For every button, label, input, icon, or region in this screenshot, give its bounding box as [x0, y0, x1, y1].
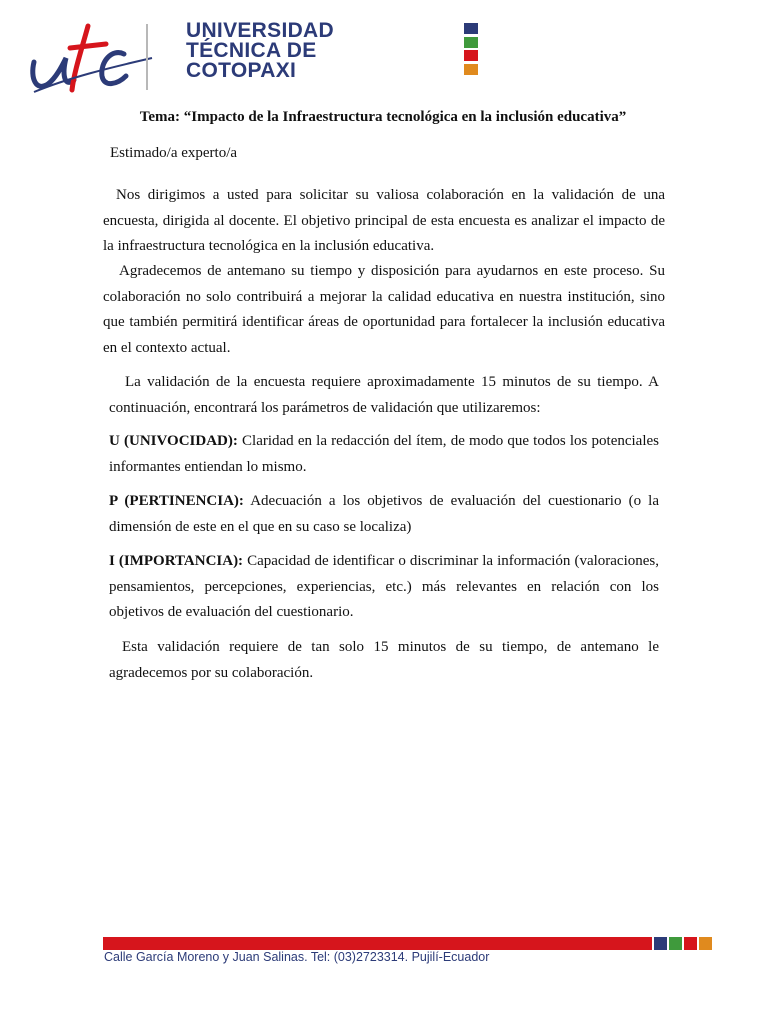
orange-square — [464, 64, 478, 75]
navy-square — [464, 23, 478, 34]
red-square — [464, 50, 478, 61]
document-title: Tema: “Impacto de la Infraestructura tecnológica en la inclusión educativa” — [139, 109, 627, 125]
university-name-line-1: UNIVERSIDAD — [186, 19, 334, 42]
criterion-label: P (PERTINENCIA): — [109, 493, 244, 509]
university-logo — [28, 18, 334, 98]
brand-color-squares — [464, 23, 480, 77]
footer-address: Calle García Moreno y Juan Salinas. Tel: (03)2723314. Pujilí-Ecuador — [104, 950, 490, 964]
criterion-label: U (UNIVOCIDAD): — [109, 433, 238, 449]
criterion-pertinencia — [109, 489, 659, 540]
footer-red-bar — [103, 937, 652, 950]
utc-monogram-icon — [28, 18, 158, 98]
university-name-line-2: TÉCNICA DE — [186, 39, 317, 62]
criterion-text: Capacidad de identificar o discriminar la información (valoraciones, pensamientos, percepciones, experiencias, etc.) más relevantes en relación con los objetivos de evaluación del cuestionario. — [109, 553, 659, 620]
footer-red-square — [684, 937, 697, 950]
paragraph-thanks: Agradecemos de antemano su tiempo y disposición para ayudarnos en este proceso. Su colaboración no solo contribuirá a mejorar la calidad educativa en nuestra institución, sino que también permitirá identificar áreas de oportunidad para fortalecer la inclusión educativa en el contexto actual. — [103, 263, 665, 356]
criterion-text: Claridad en la redacción del ítem, de modo que todos los potenciales informantes entiendan lo mismo. — [109, 433, 659, 475]
footer-orange-square — [699, 937, 712, 950]
criterion-label: I (IMPORTANCIA): — [109, 553, 244, 569]
criterion-importancia — [109, 549, 659, 626]
criterion-text: Adecuación a los objetivos de evaluación del cuestionario (o la dimensión de este en el que en su caso se localiza) — [109, 493, 659, 535]
salutation: Estimado/a experto/a — [110, 145, 238, 161]
university-name-line-3: COTOPAXI — [186, 59, 297, 82]
footer-navy-square — [654, 937, 667, 950]
footer-green-square — [669, 937, 682, 950]
criterion-univocidad — [109, 429, 659, 480]
paragraph-closing: Esta validación requiere de tan solo 15 minutos de su tiempo, de antemano le agradecemos por su colaboración. — [109, 639, 659, 681]
paragraph-validation: La validación de la encuesta requiere aproximadamente 15 minutos de su tiempo. A continuación, encontrará los parámetros de validación que utilizaremos: — [109, 374, 659, 416]
footer-color-squares — [654, 937, 712, 950]
paragraph-intro: Nos dirigimos a usted para solicitar su valiosa colaboración en la validación de una encuesta, dirigida al docente. El objetivo principal de esta encuesta es analizar el impacto de la infraestructura tecnológica en la inclusión educativa. — [103, 187, 665, 254]
green-square — [464, 37, 478, 48]
